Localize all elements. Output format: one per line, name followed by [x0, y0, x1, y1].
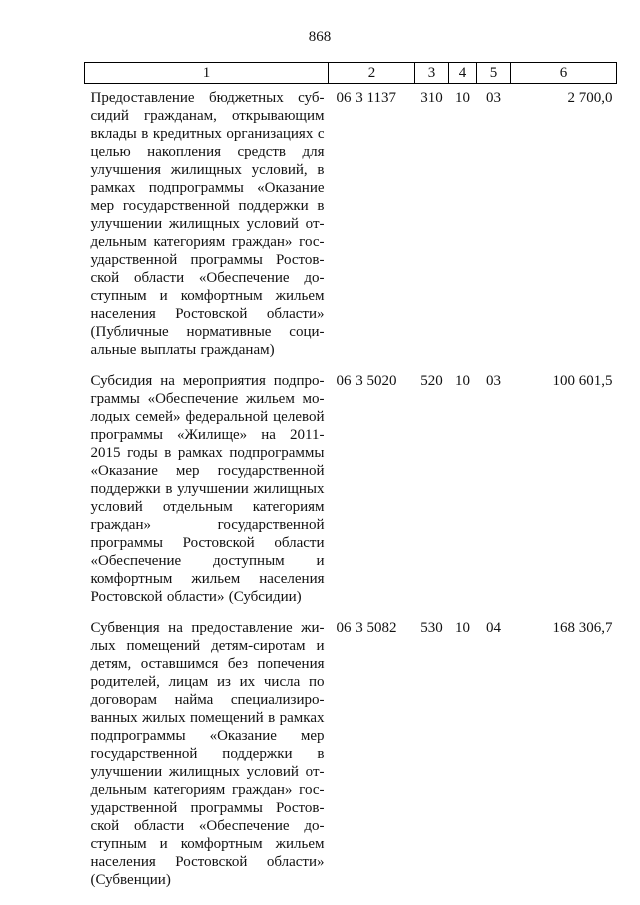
row-subsection: 03	[486, 373, 501, 389]
table-row	[85, 614, 617, 897]
column-header-3: 3	[415, 63, 449, 84]
row-target-code: 06 3 5020	[336, 373, 397, 389]
table-header-row	[85, 63, 617, 84]
row-expense-type: 310	[420, 90, 443, 106]
row-subsection: 04	[486, 620, 501, 636]
column-header-2: 2	[329, 63, 415, 84]
column-header-5: 5	[477, 63, 511, 84]
row-amount: 2 700,0	[567, 90, 613, 106]
column-header-1: 1	[85, 63, 329, 84]
row-amount: 168 306,7	[552, 620, 613, 636]
row-target-code: 06 3 1137	[336, 90, 396, 106]
row-subsection: 03	[486, 90, 501, 106]
row-expense-type: 530	[420, 620, 443, 636]
row-target-code: 06 3 5082	[336, 620, 397, 636]
row-description: Предоставление бюджетных субсидий гражданам, открывающим вклады в кредитных организациях с целью накопления средств для улучшения жилищных условий, в рамках подпрограммы «Оказание мер государственной поддержки в улучшении жилищных условий отдельным категориям граждан» государственной программы Ростовской области «Обеспечение доступным и комфортным жильем населения Ростовской области» (Публичные нормативные социальные выплаты гражданам)	[90, 90, 325, 358]
row-amount: 100 601,5	[552, 373, 613, 389]
row-section: 10	[455, 90, 470, 106]
table-row	[85, 84, 617, 368]
row-description: Субвенция на предоставление жилых помещений детям-сиротам и детям, оставшимся без попечения родителей, лицам из их числа по договорам найма специализированных жилых помещений в рамках подпрограммы «Оказание мер государственной поддержки в улучшении жилищных условий отдельным категориям граждан» государственной программы Ростовской области «Обеспечение доступным и комфортным жильем населения Ростовской области» (Субвенции)	[90, 620, 325, 888]
table-row	[85, 367, 617, 614]
row-expense-type: 520	[420, 373, 443, 389]
column-header-4: 4	[449, 63, 477, 84]
row-description: Субсидия на мероприятия подпрограммы «Обеспечение жильем молодых семей» федеральной целевой программы «Жилище» на 2011-2015 годы в рамках подпрограммы «Оказание мер государственной поддержки в улучшении жилищных условий отдельным категориям граждан» государственной программы Ростовской области «Обеспечение доступным и комфортным жильем населения Ростовской области» (Субсидии)	[90, 373, 325, 605]
row-section: 10	[455, 620, 470, 636]
column-header-6: 6	[511, 63, 617, 84]
budget-table	[84, 62, 617, 897]
row-section: 10	[455, 373, 470, 389]
page-number: 868	[308, 29, 332, 45]
